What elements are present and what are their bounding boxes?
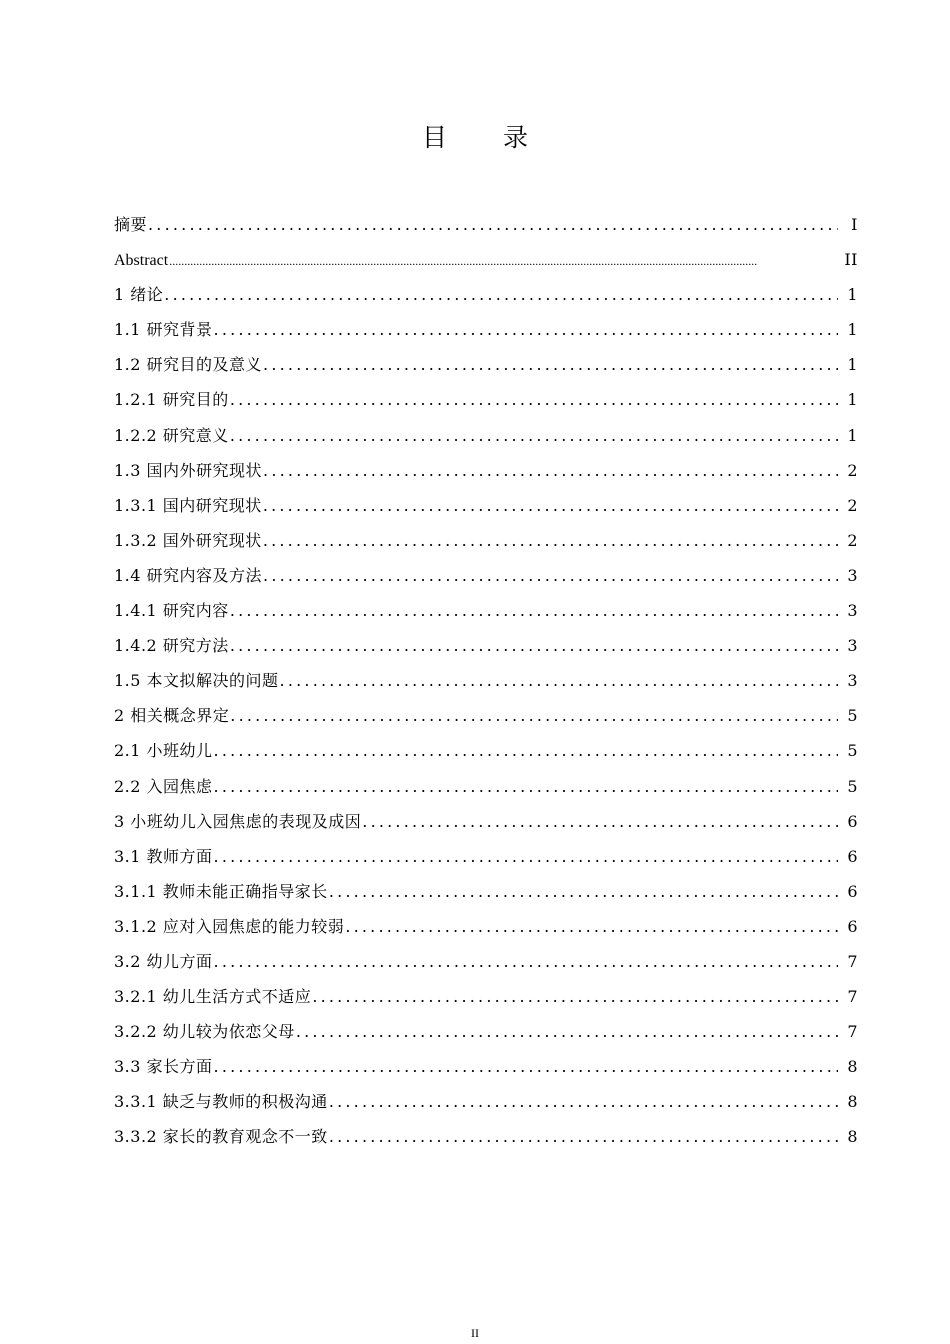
toc-entry-label: 2.1 小班幼儿	[114, 741, 213, 761]
toc-leader-dots	[164, 277, 838, 312]
toc-entry[interactable]	[114, 804, 860, 839]
toc-leader-dots	[329, 1119, 838, 1154]
toc-entry-label: 1.1 研究背景	[114, 320, 213, 340]
toc-entry-page: 8	[847, 1127, 858, 1147]
toc-entry-page: 5	[847, 776, 858, 796]
toc-entry-label: 3.1 教师方面	[114, 846, 213, 866]
toc-entry[interactable]	[114, 628, 860, 663]
toc-entry[interactable]	[114, 979, 860, 1014]
toc-leader-dots	[280, 663, 838, 698]
toc-entry[interactable]	[114, 1084, 860, 1119]
toc-entry-label: 1.3.2 国外研究现状	[114, 530, 262, 550]
toc-entry-page: 8	[847, 1092, 858, 1112]
toc-entry-page: 6	[847, 811, 858, 831]
toc-leader-dots	[296, 1014, 838, 1049]
toc-entry-label: 3 小班幼儿入园焦虑的表现及成因	[114, 811, 362, 831]
toc-entry-page: 6	[847, 881, 858, 901]
toc-entry-label: 2 相关概念界定	[114, 706, 230, 726]
toc-leader-dots	[230, 418, 838, 453]
toc-leader-dots	[329, 1084, 838, 1119]
toc-leader-dots	[214, 839, 838, 874]
toc-leader-dots	[230, 698, 838, 733]
toc-entry-abstract-cn[interactable]	[114, 207, 860, 242]
toc-leader-dots	[263, 347, 838, 382]
toc-entry[interactable]	[114, 312, 860, 347]
toc-entry-abstract-en[interactable]	[114, 242, 860, 277]
toc-entry[interactable]	[114, 382, 860, 417]
toc-entry[interactable]	[114, 733, 860, 768]
toc-entry[interactable]	[114, 839, 860, 874]
toc-leader-dots	[345, 909, 838, 944]
toc-entry-label: 3.1.1 教师未能正确指导家长	[114, 881, 328, 901]
toc-entry[interactable]	[114, 347, 860, 382]
toc-entry-page: 1	[847, 320, 858, 340]
table-of-contents	[114, 207, 860, 1155]
toc-entry-label: Abstract	[114, 252, 169, 270]
toc-entry[interactable]	[114, 277, 860, 312]
toc-entry-page: 3	[847, 601, 858, 621]
toc-entry-page: 8	[847, 1057, 858, 1077]
toc-entry[interactable]	[114, 698, 860, 733]
toc-entry-page: 5	[847, 741, 858, 761]
toc-entry[interactable]	[114, 1119, 860, 1154]
toc-entry[interactable]	[114, 1049, 860, 1084]
toc-leader-dots	[312, 979, 838, 1014]
toc-entry-page: 3	[847, 671, 858, 691]
toc-entry-page: 5	[847, 706, 858, 726]
page-title: 目 录	[422, 123, 552, 152]
toc-leader-dots	[329, 874, 838, 909]
toc-leader-dots	[214, 1049, 838, 1084]
toc-entry-label: 1.3 国内外研究现状	[114, 460, 263, 480]
toc-entry[interactable]	[114, 453, 860, 488]
toc-entry-page: II	[844, 250, 858, 270]
toc-entry[interactable]	[114, 1014, 860, 1049]
toc-entry-page: 6	[847, 846, 858, 866]
toc-entry-label: 2.2 入园焦虑	[114, 776, 213, 796]
toc-leader-dots	[263, 488, 838, 523]
toc-entry-label: 1.2.1 研究目的	[114, 390, 229, 410]
toc-leader-dots	[263, 558, 838, 593]
toc-entry-page: 1	[847, 425, 858, 445]
toc-entry-label: 3.1.2 应对入园焦虑的能力较弱	[114, 916, 345, 936]
toc-entry[interactable]	[114, 523, 860, 558]
toc-entry-page: 2	[847, 495, 858, 515]
toc-entry-page: 2	[847, 530, 858, 550]
toc-entry-page: 7	[847, 951, 858, 971]
toc-entry-label: 1.2 研究目的及意义	[114, 355, 263, 375]
toc-entry-page: 7	[847, 987, 858, 1007]
toc-entry-label: 3.2.1 幼儿生活方式不适应	[114, 987, 312, 1007]
toc-entry[interactable]	[114, 909, 860, 944]
toc-leader-dots	[362, 804, 838, 839]
toc-entry-page: 3	[847, 636, 858, 656]
toc-leader-dots	[263, 523, 838, 558]
toc-entry-label: 3.3.1 缺乏与教师的积极沟通	[114, 1092, 328, 1112]
toc-entry-label: 3.2 幼儿方面	[114, 951, 213, 971]
toc-entry[interactable]	[114, 874, 860, 909]
toc-entry-page: I	[851, 215, 858, 234]
toc-entry-label: 1.4.1 研究内容	[114, 601, 229, 621]
toc-entry-page: 3	[847, 565, 858, 585]
toc-entry[interactable]	[114, 558, 860, 593]
toc-leader-dots	[263, 453, 838, 488]
toc-entry-page: 2	[847, 460, 858, 480]
toc-entry[interactable]	[114, 488, 860, 523]
toc-entry-label: 3.3.2 家长的教育观念不一致	[114, 1127, 328, 1147]
toc-entry[interactable]	[114, 593, 860, 628]
toc-leader-dots	[214, 312, 838, 347]
toc-leader-dots	[230, 593, 838, 628]
toc-leader-dots	[214, 769, 838, 804]
toc-leader-dots	[214, 733, 838, 768]
toc-leader-dots	[230, 628, 838, 663]
toc-leader-dots	[169, 244, 838, 279]
toc-entry-page: 1	[847, 285, 858, 305]
toc-entry-label: 1 绪论	[114, 285, 164, 305]
toc-entry-page: 6	[847, 916, 858, 936]
toc-entry-label: 3.2.2 幼儿较为依恋父母	[114, 1022, 295, 1042]
toc-entry-label: 摘要	[114, 215, 148, 234]
toc-entry-label: 3.3 家长方面	[114, 1057, 213, 1077]
toc-entry[interactable]	[114, 663, 860, 698]
toc-entry-label: 1.2.2 研究意义	[114, 425, 229, 445]
toc-entry-label: 1.4.2 研究方法	[114, 636, 229, 656]
toc-entry-page: 7	[847, 1022, 858, 1042]
toc-entry-page: 1	[847, 355, 858, 375]
toc-entry-page: 1	[847, 390, 858, 410]
toc-entry-label: 1.3.1 国内研究现状	[114, 495, 262, 515]
toc-entry-label: 1.5 本文拟解决的问题	[114, 671, 279, 691]
toc-entry-label: 1.4 研究内容及方法	[114, 565, 263, 585]
toc-leader-dots	[230, 382, 838, 417]
toc-entry[interactable]	[114, 418, 860, 453]
toc-entry[interactable]	[114, 769, 860, 804]
page-number-footer: II	[471, 1326, 479, 1340]
toc-leader-dots	[148, 207, 838, 242]
toc-leader-dots	[214, 944, 838, 979]
toc-entry[interactable]	[114, 944, 860, 979]
